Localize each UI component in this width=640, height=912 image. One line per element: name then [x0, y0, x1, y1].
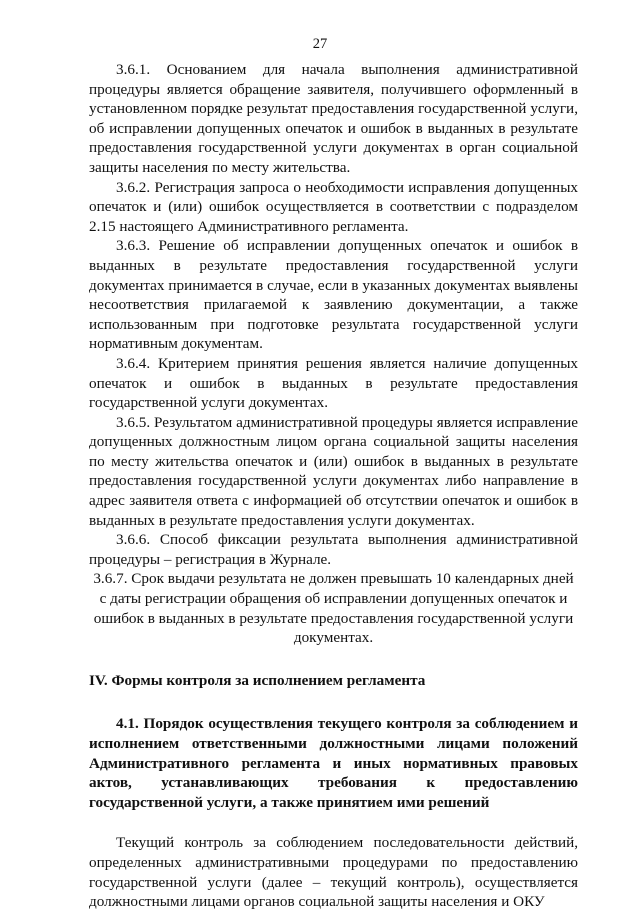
paragraph-3-6-7: 3.6.7. Срок выдачи результата не должен превышать 10 календарных дней с даты регистрации обращения об исправлении допущенных опечаток и ошибок в выданных в результате предоставления государственной услуги документах. — [93, 570, 574, 647]
paragraph-3-6-6: 3.6.6. Способ фиксации результата выполнения административной процедуры – регистрация в Журнале. — [89, 531, 578, 568]
page-number: 27 — [312, 36, 328, 52]
document-body — [89, 60, 578, 912]
paragraph-3-6-2: 3.6.2. Регистрация запроса о необходимости исправления допущенных опечаток и (или) ошибок осуществляется в соответствии с подразделом 2.15 настоящего Административного регламента. — [89, 178, 578, 235]
section-title: IV. Формы контроля за исполнением регламента — [89, 671, 426, 689]
paragraph-3-6-4: 3.6.4. Критерием принятия решения является наличие допущенных опечаток и ошибок в выданных в результате предоставления государственной услуги документах. — [89, 354, 578, 412]
body-paragraph: Текущий контроль за соблюдением последовательности действий, определенных административными процедурами по предоставлению государственной услуги (далее – текущий контроль), осуществляется должностными лицами органов социальной защиты населения и ОКУ — [89, 834, 578, 911]
paragraph-3-6-5: 3.6.5. Результатом административной процедуры является исправление допущенных должностным лицом органа социальной защиты населения по месту жительства опечаток и (или) ошибок в выданных в результате предоставления государственной услуги документах либо направление в адрес заявителя ответа с информацией об отсутствии опечаток и ошибок в выданных в результате предоставления услуги документах. — [89, 413, 578, 529]
paragraph-3-6-1: 3.6.1. Основанием для начала выполнения административной процедуры является обращение заявителя, получившего оформленный в установленном порядке результат предоставления государственной услуги, об исправлении допущенных опечаток и ошибок в выданных в результате предоставления государственной услуги документах в орган социальной защиты населения по месту жительства. — [89, 61, 578, 176]
subsection-title: 4.1. Порядок осуществления текущего контроля за соблюдением и исполнением ответственными должностными лицами положений Административного регламента и иных нормативных правовых актов, устанавливающих требования к предоставлению государственной услуги, а также принятием ими решений — [89, 715, 578, 811]
paragraph-3-6-3: 3.6.3. Решение об исправлении допущенных опечаток и ошибок в выданных в результате предоставления государственной услуги документах принимается в случае, если в указанных документах выявлены несоответствия прилагаемой к заявлению документации, а также использованным при подготовке результата государственной услуги нормативным документам. — [89, 237, 578, 353]
